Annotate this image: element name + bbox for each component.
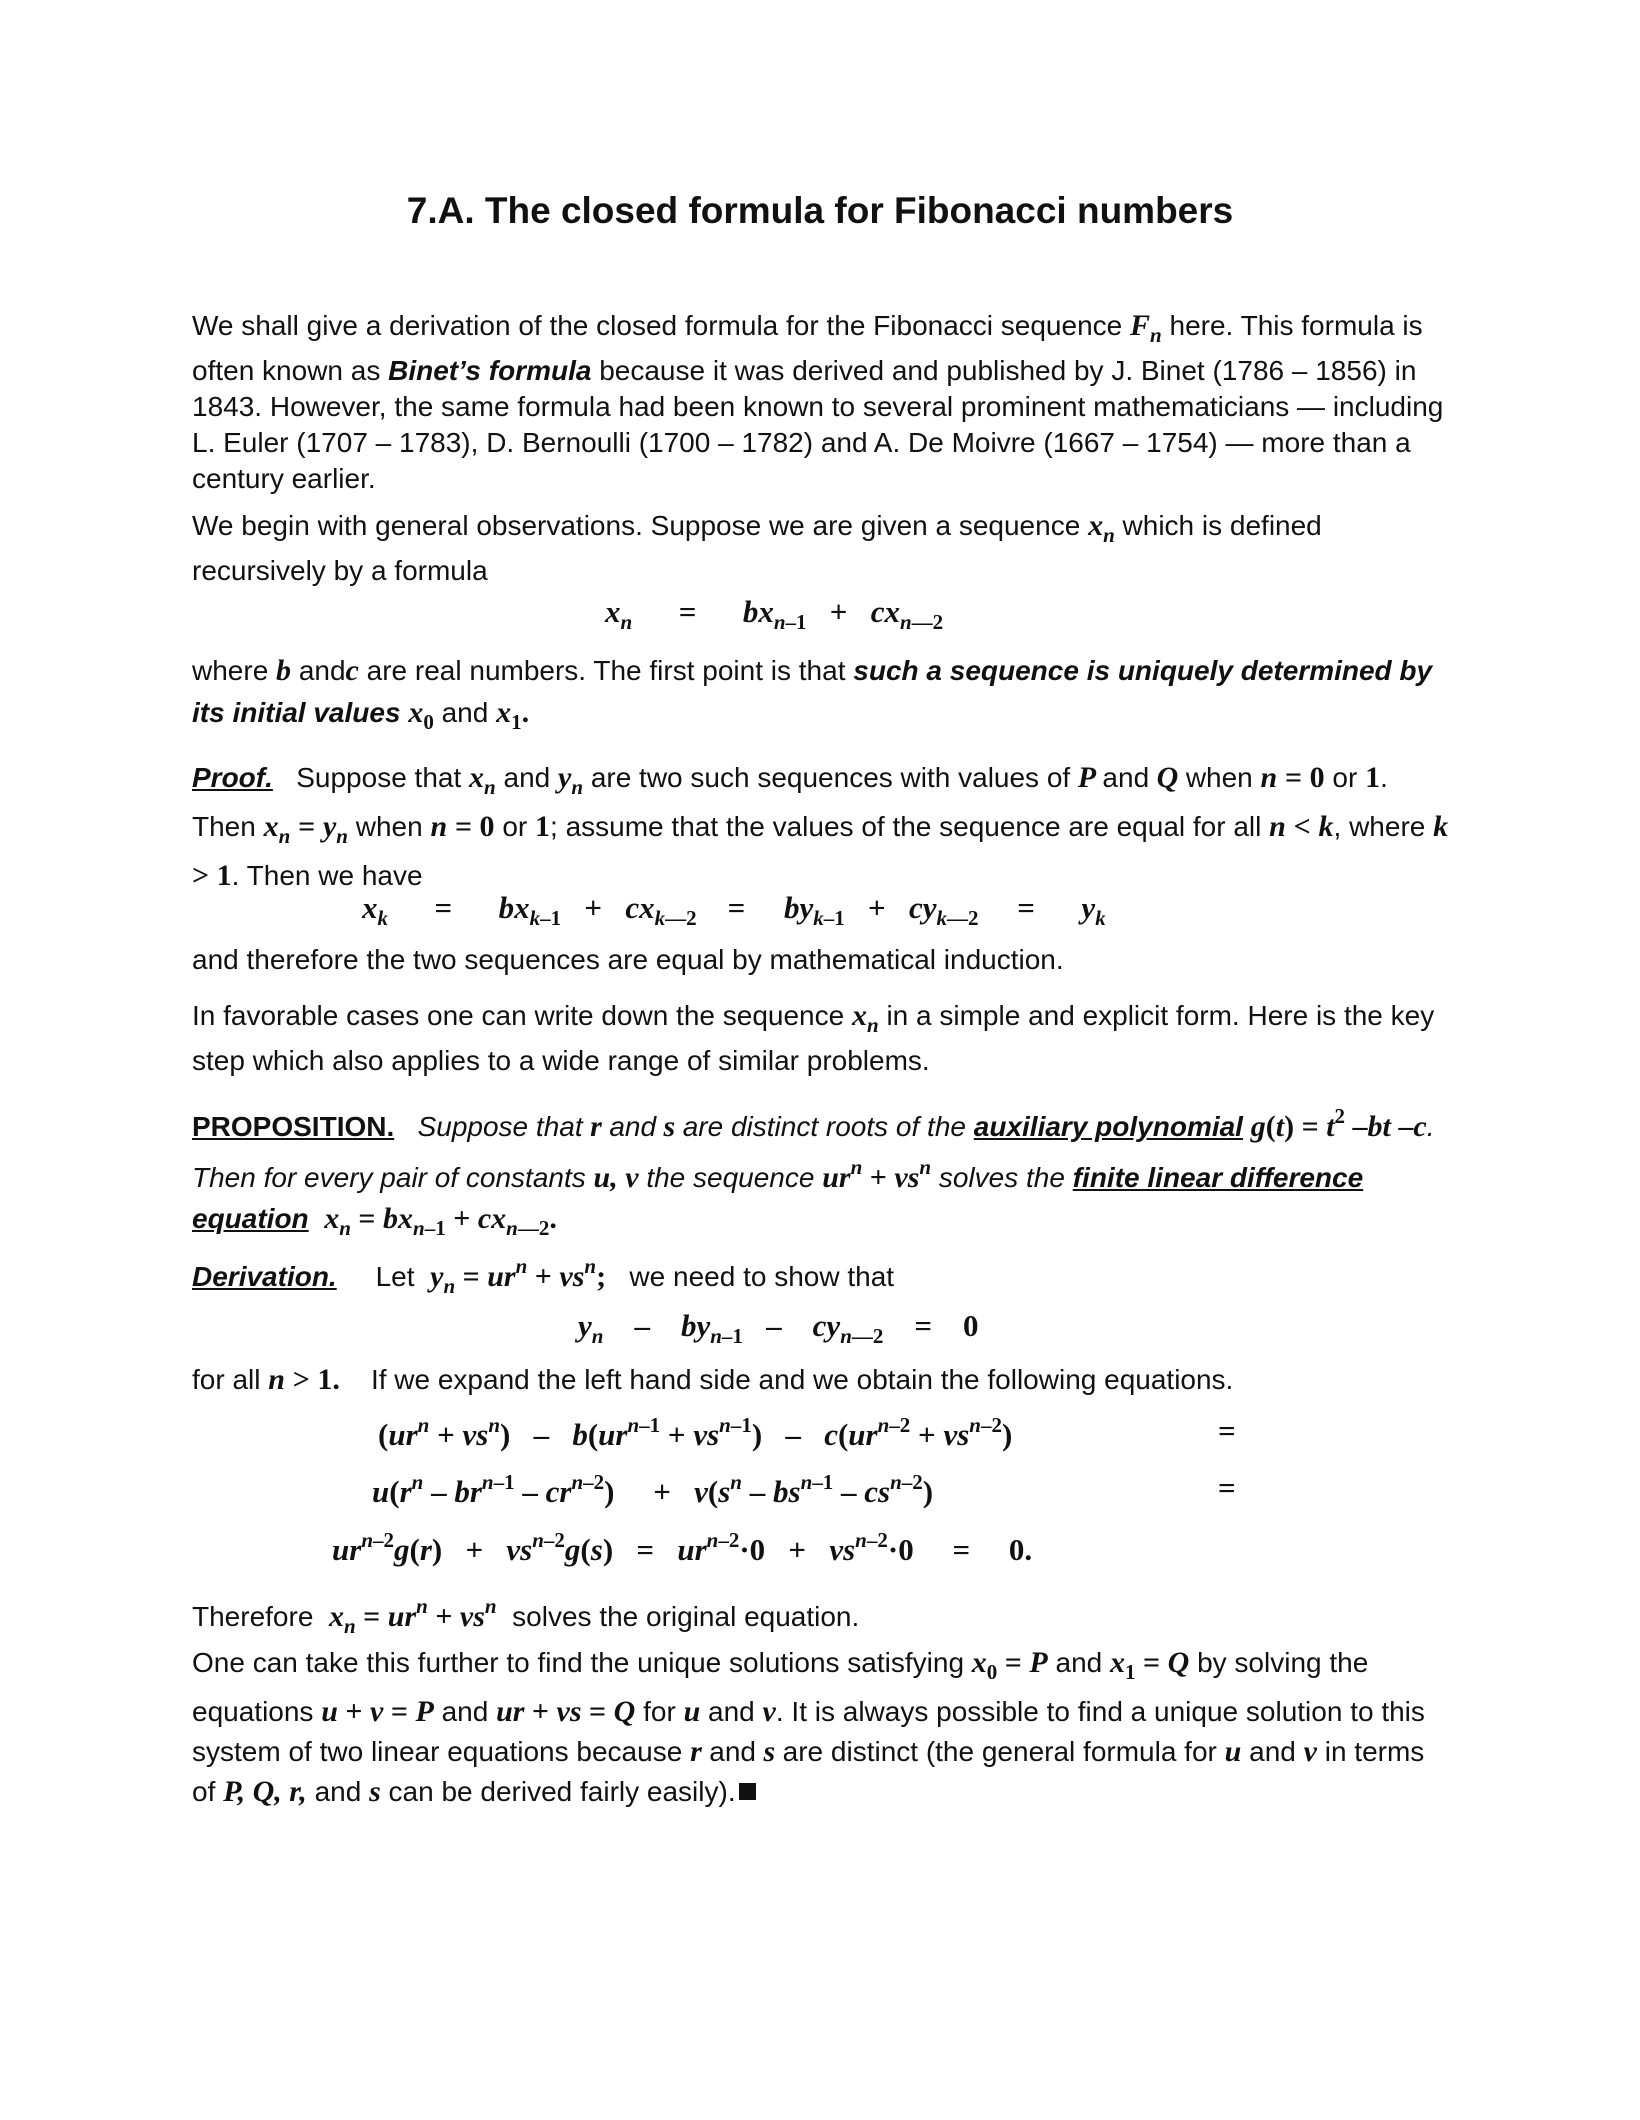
where-text-1: where (192, 655, 269, 686)
where-paragraph: where b andc are real numbers. The first point is that such a sequence is uniquely determined by its initial values $x_0$ and $x_1$. (192, 654, 1433, 734)
proof-text-11: , where (1333, 811, 1426, 842)
intro-text-1: We shall give a derivation of the closed formula for the Fibonacci sequence (192, 310, 1123, 341)
intro-paragraph (192, 308, 1452, 497)
derivation-text-5: Therefore (192, 1601, 314, 1632)
proof-text-9: or (502, 811, 528, 842)
induction-conclusion: and therefore the two sequences are equal by mathematical induction. (192, 944, 1064, 975)
page-title: 7.A. The closed formula for Fibonacci numbers (406, 190, 1234, 231)
where-text-2: and (298, 655, 346, 686)
final-text-9: are distinct (the general formula for (782, 1736, 1217, 1767)
derivation-text-3: for all (192, 1364, 261, 1395)
proof-text-12: . Then we have (231, 860, 423, 891)
proof-text-10: ; assume that the values of the sequence are equal for all (550, 811, 1262, 842)
derivation-text-6: solves the original equation. (512, 1601, 860, 1632)
recurrence-equation: $x_n$ = $bx_{n-1} + cx_{n—2}$ (605, 594, 944, 634)
final-text-11: in terms of (192, 1736, 1425, 1807)
proposition-label: PROPOSITION. (192, 1111, 395, 1142)
induction-equation: $x_k$ = $bx_{k-1} + cx_{k—2}$ = $by_{k-1} + cy_{k—2}$ = $y_k$ (362, 890, 1106, 930)
favorable-text-2: in a simple and explicit form. Here is the key step which also applies to a wide range of similar problems. (192, 1000, 1435, 1076)
favorable-paragraph: In favorable cases one can write down the sequence $x_n$ in a simple and explicit form. Here is the key step which also applies to a wide range of similar problems. (192, 999, 1435, 1076)
proof-text-1: Suppose that (296, 762, 462, 793)
expansion-line-1: $(ur^n + vs^n) - b(ur^{n-1} + vs^{n-1}) - c(ur^{n-2} + vs^{n-2})$ (378, 1413, 1013, 1452)
expansion-line-3: $ur^{n-2}g(r) + vs^{n-2}g(s) = ur^{n-2}\cdot 0 + vs^{n-2}\cdot 0$ = 0. (332, 1528, 1033, 1567)
proposition-text-4: . Then for every pair of constants (192, 1111, 1435, 1193)
final-text-2: and (1055, 1647, 1103, 1678)
final-paragraph: One can take this further to find the unique solutions satisfying $x_0 = P$ and $x_1 = Q$ by solving the equations u + v = P and ur + vs = Q for u and v. It is always possible to find a unique solution to this system of two linear equations because r and s are distinct (the general formula for u and v in terms of P, Q, r, and s can be derived fairly easily). (192, 1646, 1425, 1808)
math-Fn: $F_n$ (1130, 309, 1162, 347)
proof-text-2: and (503, 762, 551, 793)
where-text-4: and (441, 697, 489, 728)
final-text-1: One can take this further to find the unique solutions satisfying (192, 1647, 965, 1678)
proof-text-3: are two such sequences with values of (590, 762, 1071, 793)
difference-equation-link: finite linear difference equation (192, 1162, 1364, 1234)
proof-text-8: when (355, 811, 423, 842)
proposition-text-6: solves the (938, 1162, 1065, 1193)
where-text-3: are real numbers. The first point is that (366, 655, 846, 686)
derivation-label: Derivation. (192, 1261, 337, 1292)
final-text-7: . It is always possible to find a unique solution to this system of two linear equations because (192, 1696, 1425, 1767)
qed-square-icon (739, 1783, 756, 1800)
expansion-line-2: $u(r^n - br^{n-1} - cr^{n-2})$ + $v(s^n - bs^{n-1} - cs^{n-2})$ (372, 1470, 934, 1509)
therefore-line: Therefore $x_n = ur^n + vs^n$ solves the original equation. (192, 1594, 860, 1638)
final-text-12: and (314, 1776, 362, 1807)
final-text-6: and (708, 1696, 755, 1727)
auxiliary-polynomial-link: auxiliary polynomial (973, 1111, 1243, 1142)
expansion-eq-1: = (1218, 1413, 1236, 1448)
general-paragraph (192, 508, 1452, 589)
intro-text-2: here. This formula is often known as (192, 310, 1423, 386)
general-text-2: which is defined recursively by a formula (192, 510, 1322, 586)
proposition-text-1: Suppose that (417, 1111, 583, 1142)
derivation-text-2: we need to show that (629, 1261, 895, 1292)
final-text-13: can be derived fairly easily). (388, 1776, 736, 1807)
proof-label: Proof. (192, 762, 273, 793)
proposition-text-5: the sequence (646, 1162, 815, 1193)
binet-formula-term: Binet’s formula (388, 355, 592, 386)
expansion-eq-2: = (1218, 1470, 1236, 1505)
proposition-text-3: are distinct roots of the (682, 1111, 966, 1142)
general-text-1: We begin with general observations. Suppose we are given a sequence (192, 510, 1081, 541)
proof-text-4: and (1102, 762, 1150, 793)
final-text-8: and (709, 1736, 756, 1767)
proof-text-6: or (1332, 762, 1358, 793)
derivation-text-1: Let (375, 1261, 415, 1292)
final-text-10: and (1249, 1736, 1296, 1767)
proof-text-7: . Then (192, 762, 1388, 842)
proof-text-5: when (1185, 762, 1253, 793)
uniqueness-claim: such a sequence is uniquely determined by its initial values (192, 655, 1433, 728)
proof-paragraph: Proof. Suppose that $x_n$ and $y_n$ are two such sequences with values of P and Q when n = 0 or 1. Then $x_n = y_n$ when n = 0 or 1; assume that the values of the sequence are equal for all n < k, where k > 1. Then we have (192, 761, 1449, 892)
favorable-text-1: In favorable cases one can write down the sequence (192, 1000, 845, 1031)
target-equation: $y_n$ – $by_{n-1}$ – $cy_{n—2}$ = 0 (578, 1308, 979, 1348)
final-text-4: and (441, 1696, 489, 1727)
final-text-5: for (643, 1696, 676, 1727)
math-xn: $x_n$ (1088, 509, 1115, 547)
intro-text-3: because it was derived and published by J. Binet (1786 – 1856) in 1843. However, the same formula had been known to several prominent mathematicians — including L. Euler (1707 – 1783), D. Bernoulli (1700 – 1782) and A. De Moivre (1667 – 1754) — more than a century earlier. (192, 355, 1444, 494)
derivation-intro: Derivation. Let $y_n = ur^n + vs^n$; we need to show that (192, 1254, 895, 1298)
derivation-text-4: If we expand the left hand side and we obtain the following equations. (370, 1364, 1234, 1395)
proposition-text-2: and (609, 1111, 657, 1142)
final-text-3: by solving the equations (192, 1647, 1369, 1727)
proposition-paragraph: PROPOSITION. Suppose that r and s are distinct roots of the auxiliary polynomial $g(t) = t^2$ –bt –c. Then for every pair of constants u, v the sequence $ur^n + vs^n$ solves the finite linear difference equation $x_n = bx_{n-1} + cx_{n—2}$. (192, 1104, 1435, 1240)
derivation-expand: for all n > 1. If we expand the left hand side and we obtain the following equations. (192, 1363, 1234, 1396)
